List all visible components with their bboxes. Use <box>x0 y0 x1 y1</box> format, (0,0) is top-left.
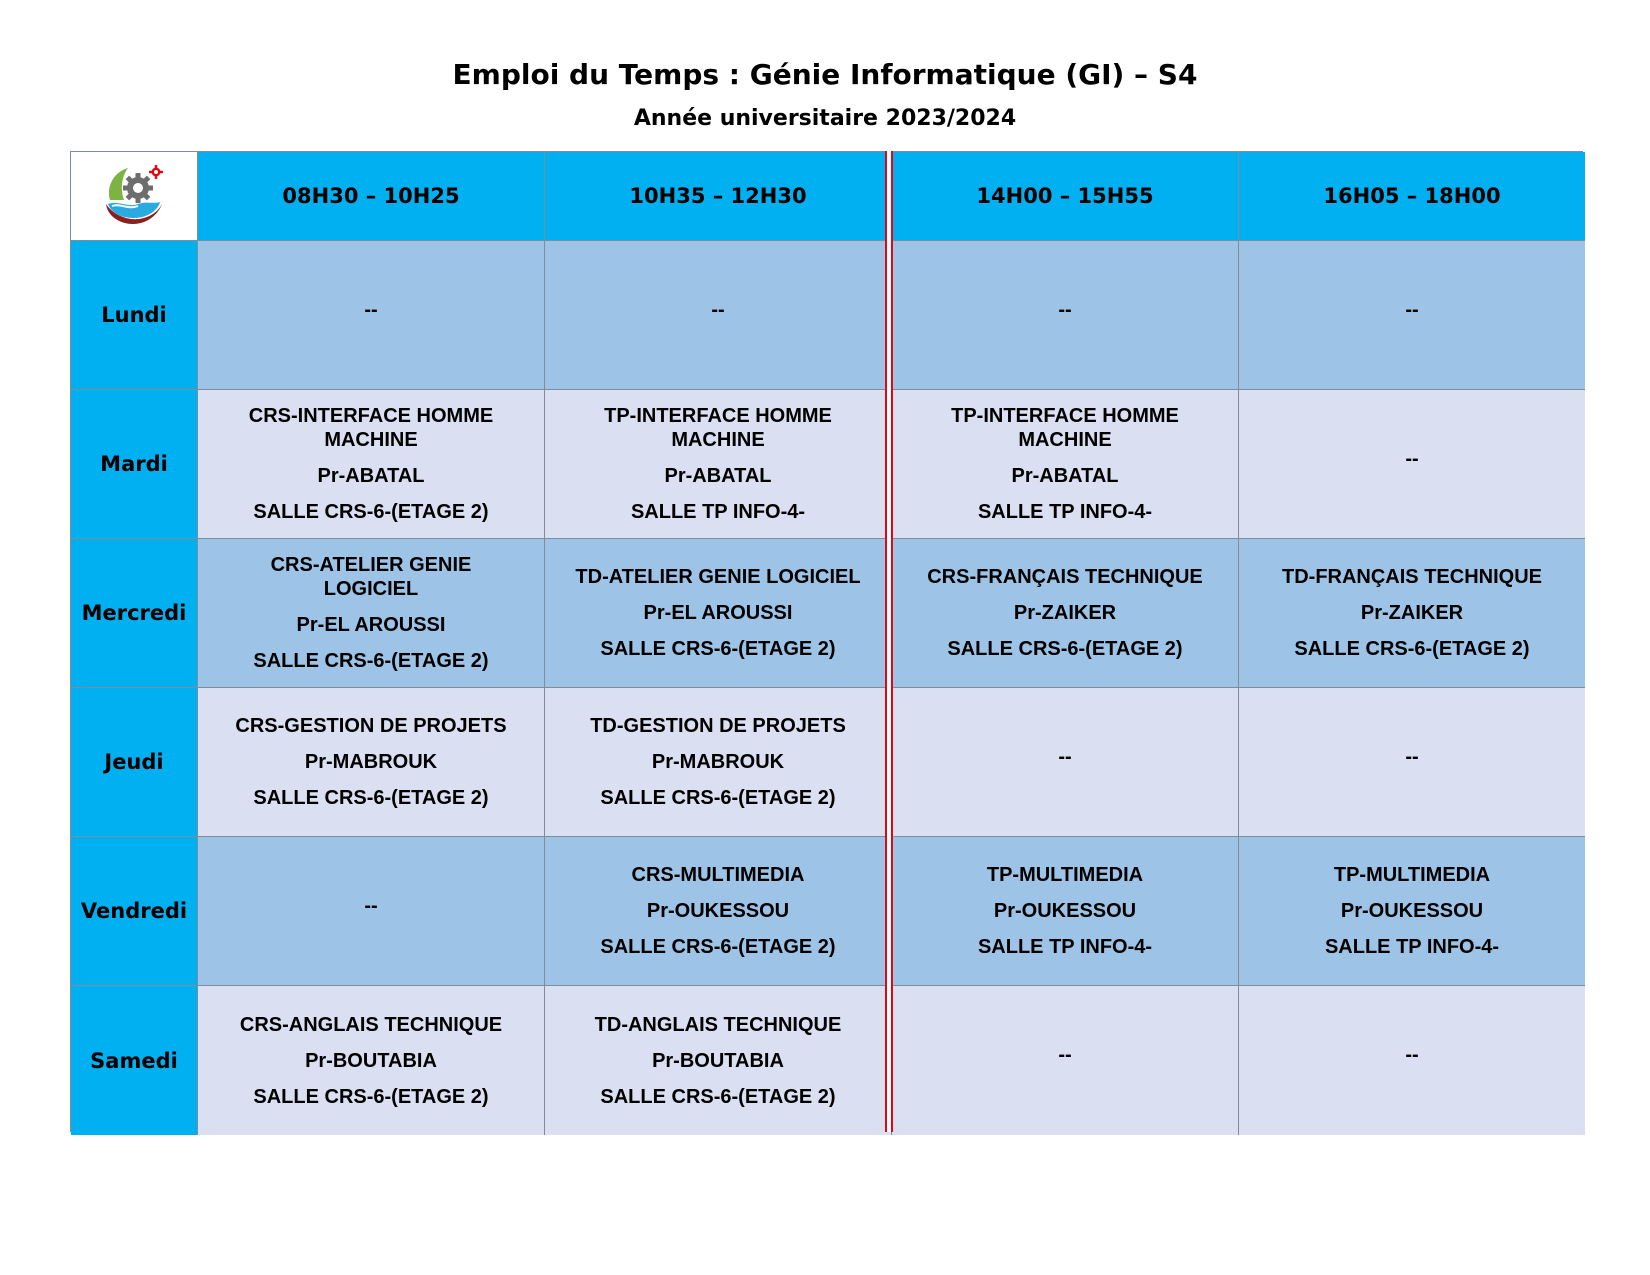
course-name: CRS-INTERFACE HOMME MACHINE <box>248 405 494 451</box>
room-name: SALLE TP INFO-4- <box>977 936 1153 958</box>
room-name: SALLE TP INFO-4- <box>977 501 1153 523</box>
empty-slot: -- <box>364 894 378 917</box>
professor-name: Pr-OUKESSOU <box>646 900 790 922</box>
course-name: CRS-MULTIMEDIA <box>631 864 805 886</box>
professor-name: Pr-OUKESSOU <box>993 900 1137 922</box>
course-name: CRS-ANGLAIS TECHNIQUE <box>239 1013 503 1036</box>
timetable-cell <box>892 688 1239 837</box>
timetable-cell <box>1239 539 1585 688</box>
timetable-cell <box>545 837 892 986</box>
empty-slot: -- <box>1405 745 1419 768</box>
professor-name: Pr-EL AROUSSI <box>296 614 446 636</box>
midday-divider <box>885 151 893 1132</box>
timetable-cell <box>198 837 545 986</box>
timetable-cell <box>1239 390 1585 539</box>
course-name: TD-ATELIER GENIE LOGICIEL <box>575 566 861 588</box>
course-name: CRS-FRANÇAIS TECHNIQUE <box>927 566 1203 588</box>
timetable-cell <box>1239 688 1585 837</box>
page-subtitle: Année universitaire 2023/2024 <box>633 106 1017 131</box>
day-label: Samedi <box>71 986 198 1135</box>
school-logo-icon <box>98 160 170 232</box>
professor-name: Pr-BOUTABIA <box>652 1049 784 1072</box>
professor-name: Pr-ABATAL <box>317 465 425 487</box>
empty-slot: -- <box>1058 745 1072 768</box>
timetable-cell <box>198 688 545 837</box>
logo-cell <box>71 152 198 241</box>
timeslot-header: 08H30 – 10H25 <box>198 152 545 241</box>
timetable-cell <box>198 539 545 688</box>
room-name: SALLE CRS-6-(ETAGE 2) <box>1294 638 1530 660</box>
timeslot-header: 10H35 – 12H30 <box>545 152 892 241</box>
day-label: Lundi <box>71 241 198 390</box>
timetable-cell <box>198 986 545 1135</box>
empty-slot: -- <box>1405 298 1419 321</box>
course-name: TP-MULTIMEDIA <box>1333 864 1491 886</box>
page-title: Emploi du Temps : Génie Informatique (GI) – S4 <box>452 58 1198 91</box>
timetable-cell <box>1239 241 1585 390</box>
timetable-cell <box>892 837 1239 986</box>
timetable-cell <box>198 390 545 539</box>
timetable-cell <box>892 390 1239 539</box>
room-name: SALLE CRS-6-(ETAGE 2) <box>253 501 489 523</box>
professor-name: Pr-ZAIKER <box>1013 602 1117 624</box>
day-label: Jeudi <box>71 688 198 837</box>
professor-name: Pr-ABATAL <box>1011 465 1119 487</box>
room-name: SALLE TP INFO-4- <box>630 501 806 523</box>
timetable-cell <box>545 390 892 539</box>
timetable-cell <box>545 539 892 688</box>
room-name: SALLE CRS-6-(ETAGE 2) <box>600 1085 836 1108</box>
timetable-cell <box>545 688 892 837</box>
room-name: SALLE CRS-6-(ETAGE 2) <box>600 936 836 958</box>
timetable-cell <box>892 539 1239 688</box>
professor-name: Pr-EL AROUSSI <box>643 602 793 624</box>
professor-name: Pr-ZAIKER <box>1360 602 1464 624</box>
room-name: SALLE CRS-6-(ETAGE 2) <box>253 650 489 672</box>
day-label: Mardi <box>71 390 198 539</box>
empty-slot: -- <box>1405 1044 1419 1066</box>
timeslot-header: 16H05 – 18H00 <box>1239 152 1585 241</box>
day-label: Vendredi <box>71 837 198 986</box>
timeslot-header: 14H00 – 15H55 <box>892 152 1239 241</box>
timetable-cell <box>198 241 545 390</box>
timetable-cell <box>1239 837 1585 986</box>
room-name: SALLE CRS-6-(ETAGE 2) <box>253 787 489 809</box>
course-name: CRS-GESTION DE PROJETS <box>235 715 507 737</box>
room-name: SALLE CRS-6-(ETAGE 2) <box>600 638 836 660</box>
timetable-cell <box>545 241 892 390</box>
professor-name: Pr-ABATAL <box>664 465 772 487</box>
room-name: SALLE CRS-6-(ETAGE 2) <box>947 638 1183 660</box>
empty-slot: -- <box>1058 1044 1072 1066</box>
course-name: TD-FRANÇAIS TECHNIQUE <box>1282 566 1542 588</box>
timetable <box>70 151 1583 1132</box>
course-name: TP-INTERFACE HOMME MACHINE <box>604 405 832 451</box>
course-name: TP-INTERFACE HOMME MACHINE <box>951 405 1179 451</box>
course-name: TP-MULTIMEDIA <box>986 864 1144 886</box>
professor-name: Pr-BOUTABIA <box>305 1049 437 1072</box>
professor-name: Pr-MABROUK <box>304 751 438 773</box>
timetable-cell <box>892 241 1239 390</box>
room-name: SALLE TP INFO-4- <box>1324 936 1500 958</box>
empty-slot: -- <box>1058 298 1072 321</box>
empty-slot: -- <box>711 298 725 321</box>
timetable-cell <box>1239 986 1585 1135</box>
timetable-cell <box>892 986 1239 1135</box>
timetable-cell <box>545 986 892 1135</box>
day-label: Mercredi <box>71 539 198 688</box>
course-name: TD-ANGLAIS TECHNIQUE <box>594 1013 842 1036</box>
empty-slot: -- <box>364 298 378 321</box>
room-name: SALLE CRS-6-(ETAGE 2) <box>253 1085 489 1108</box>
course-name: CRS-ATELIER GENIE LOGICIEL <box>270 554 472 600</box>
empty-slot: -- <box>1405 447 1419 470</box>
professor-name: Pr-MABROUK <box>651 751 785 773</box>
professor-name: Pr-OUKESSOU <box>1340 900 1484 922</box>
course-name: TD-GESTION DE PROJETS <box>590 715 846 737</box>
room-name: SALLE CRS-6-(ETAGE 2) <box>600 787 836 809</box>
